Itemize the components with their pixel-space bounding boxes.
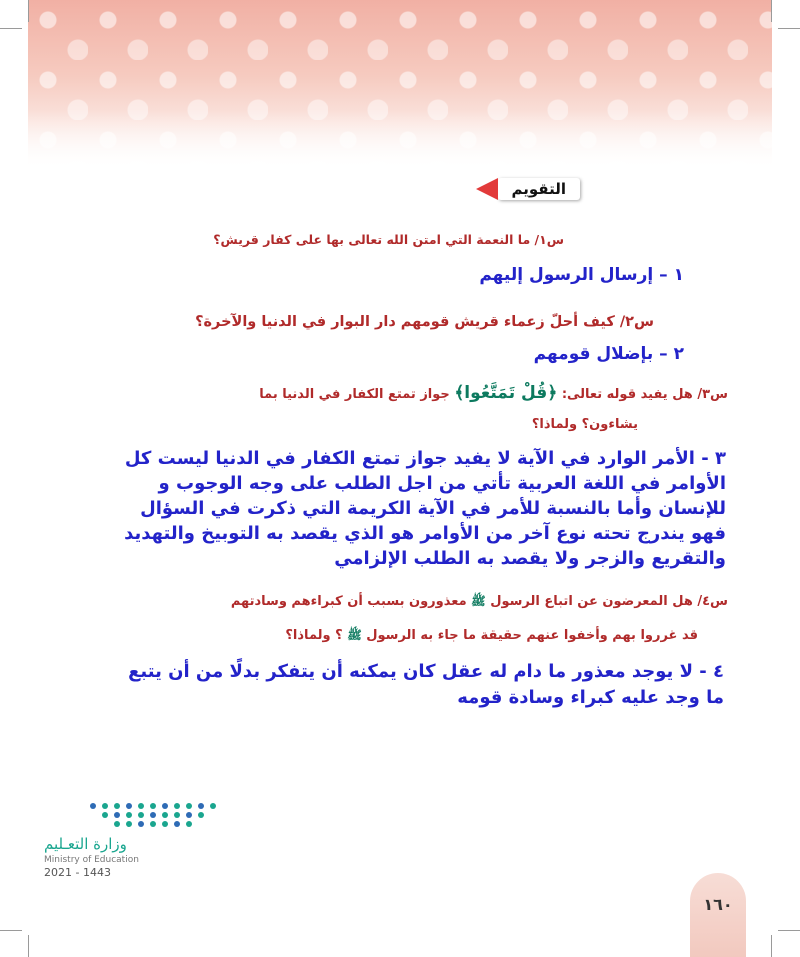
logo-dot	[198, 803, 204, 809]
crop-mark	[771, 935, 772, 957]
logo-dot	[186, 803, 192, 809]
question-2: س٢/ كيف أحلّ زعماء قريش قومهم دار البوار في الدنيا والآخرة؟	[195, 314, 654, 330]
logo-dot	[90, 803, 96, 809]
answer-2: ٢ – بإضلال قومهم	[533, 344, 684, 364]
logo-dot	[102, 821, 108, 827]
salawat-glyph-icon: ﷺ	[471, 594, 486, 608]
logo-dot	[162, 803, 168, 809]
logo-dot	[198, 812, 204, 818]
question-4-line-2	[285, 628, 698, 645]
answer-4: ٤ - لا يوجد معذور ما دام له عقل كان يمكنه أن يتفكر بدلًا من أن يتبع ما وجد عليه كبراء وسادة قومه	[128, 661, 724, 708]
logo-dot	[90, 821, 96, 827]
logo-dot	[126, 821, 132, 827]
logo-dot	[198, 821, 204, 827]
logo-dot	[210, 812, 216, 818]
question-4-line-2a: قد غرروا بهم وأخفوا عنهم حقيقة ما جاء به الرسول	[366, 628, 698, 643]
logo-dot	[210, 821, 216, 827]
logo-dot	[114, 803, 120, 809]
logo-dot	[210, 803, 216, 809]
logo-dot	[186, 821, 192, 827]
logo-dot	[150, 821, 156, 827]
logo-dots-icon	[90, 803, 194, 827]
logo-dot	[114, 812, 120, 818]
question-4-part-2: معذورون بسبب أن كبراءهم وسادتهم	[230, 594, 467, 609]
page-number-tab	[690, 873, 746, 957]
question-4-line-1	[231, 594, 728, 611]
logo-dot	[162, 812, 168, 818]
header-banner-fade	[28, 110, 772, 170]
crop-mark	[0, 28, 22, 29]
crop-mark	[778, 930, 800, 931]
logo-dot	[174, 821, 180, 827]
question-4-part-1: س٤/ هل المعرضون عن اتباع الرسول	[490, 594, 728, 609]
ministry-name-en: Ministry of Education	[44, 855, 139, 865]
crop-mark	[28, 935, 29, 957]
tab-arrow-icon	[476, 178, 498, 200]
edition-years: 2021 - 1443	[44, 866, 111, 879]
logo-dot	[186, 812, 192, 818]
logo-dot	[126, 812, 132, 818]
logo-dot	[138, 803, 144, 809]
salawat-glyph-icon: ﷺ	[347, 628, 362, 642]
logo-dot	[162, 821, 168, 827]
logo-dot	[174, 803, 180, 809]
answer-3: ٣ - الأمر الوارد في الآية لا يفيد جواز تمتع الكفار في الدنيا ليست كل الأوامر في اللغة العربية تأتي من اجل الطلب على وجه الوجوب و للإنسان وأما بالنسبة للأمر في الآية الكريمة التي ذكرت في السؤال فهو يندرج تحته نوع آخر من الأوامر هو الذي يقصد به التوبيخ والتهديد والتقريع والزجر ولا يقصد به الطلب الإلزامي	[124, 448, 726, 569]
logo-dot	[150, 803, 156, 809]
question-1: س١/ ما النعمة التي امتن الله تعالى بها على كفار قريش؟	[213, 232, 564, 247]
question-3-part-2: جواز تمتع الكفار في الدنيا بما	[259, 387, 450, 402]
question-3-line-1	[259, 382, 728, 403]
crop-mark	[778, 28, 800, 29]
logo-dot	[150, 812, 156, 818]
logo-dot	[138, 812, 144, 818]
crop-mark	[28, 0, 29, 22]
section-title: التقويم	[498, 178, 581, 200]
crop-mark	[0, 930, 22, 931]
question-3-line-2: يشاءون؟ ولماذا؟	[531, 417, 638, 432]
ministry-logo	[44, 803, 194, 879]
ministry-name-ar: وزارة التعـليم	[44, 835, 127, 853]
logo-dot	[174, 812, 180, 818]
logo-dot	[138, 821, 144, 827]
quran-verse: ﴿قُلْ تَمَتَّعُوا﴾	[454, 383, 558, 403]
question-4-line-2b: ؟ ولماذا؟	[285, 628, 343, 643]
logo-dot	[126, 803, 132, 809]
crop-mark	[771, 0, 772, 22]
page-number: ١٦٠	[703, 895, 733, 914]
logo-dot	[102, 803, 108, 809]
section-tab	[474, 176, 581, 202]
logo-dot	[102, 812, 108, 818]
answer-1: ١ – إرسال الرسول إليهم	[479, 265, 684, 285]
logo-dot	[114, 821, 120, 827]
question-3-part-1: س٣/ هل يفيد قوله تعالى:	[561, 387, 728, 402]
logo-dot	[90, 812, 96, 818]
